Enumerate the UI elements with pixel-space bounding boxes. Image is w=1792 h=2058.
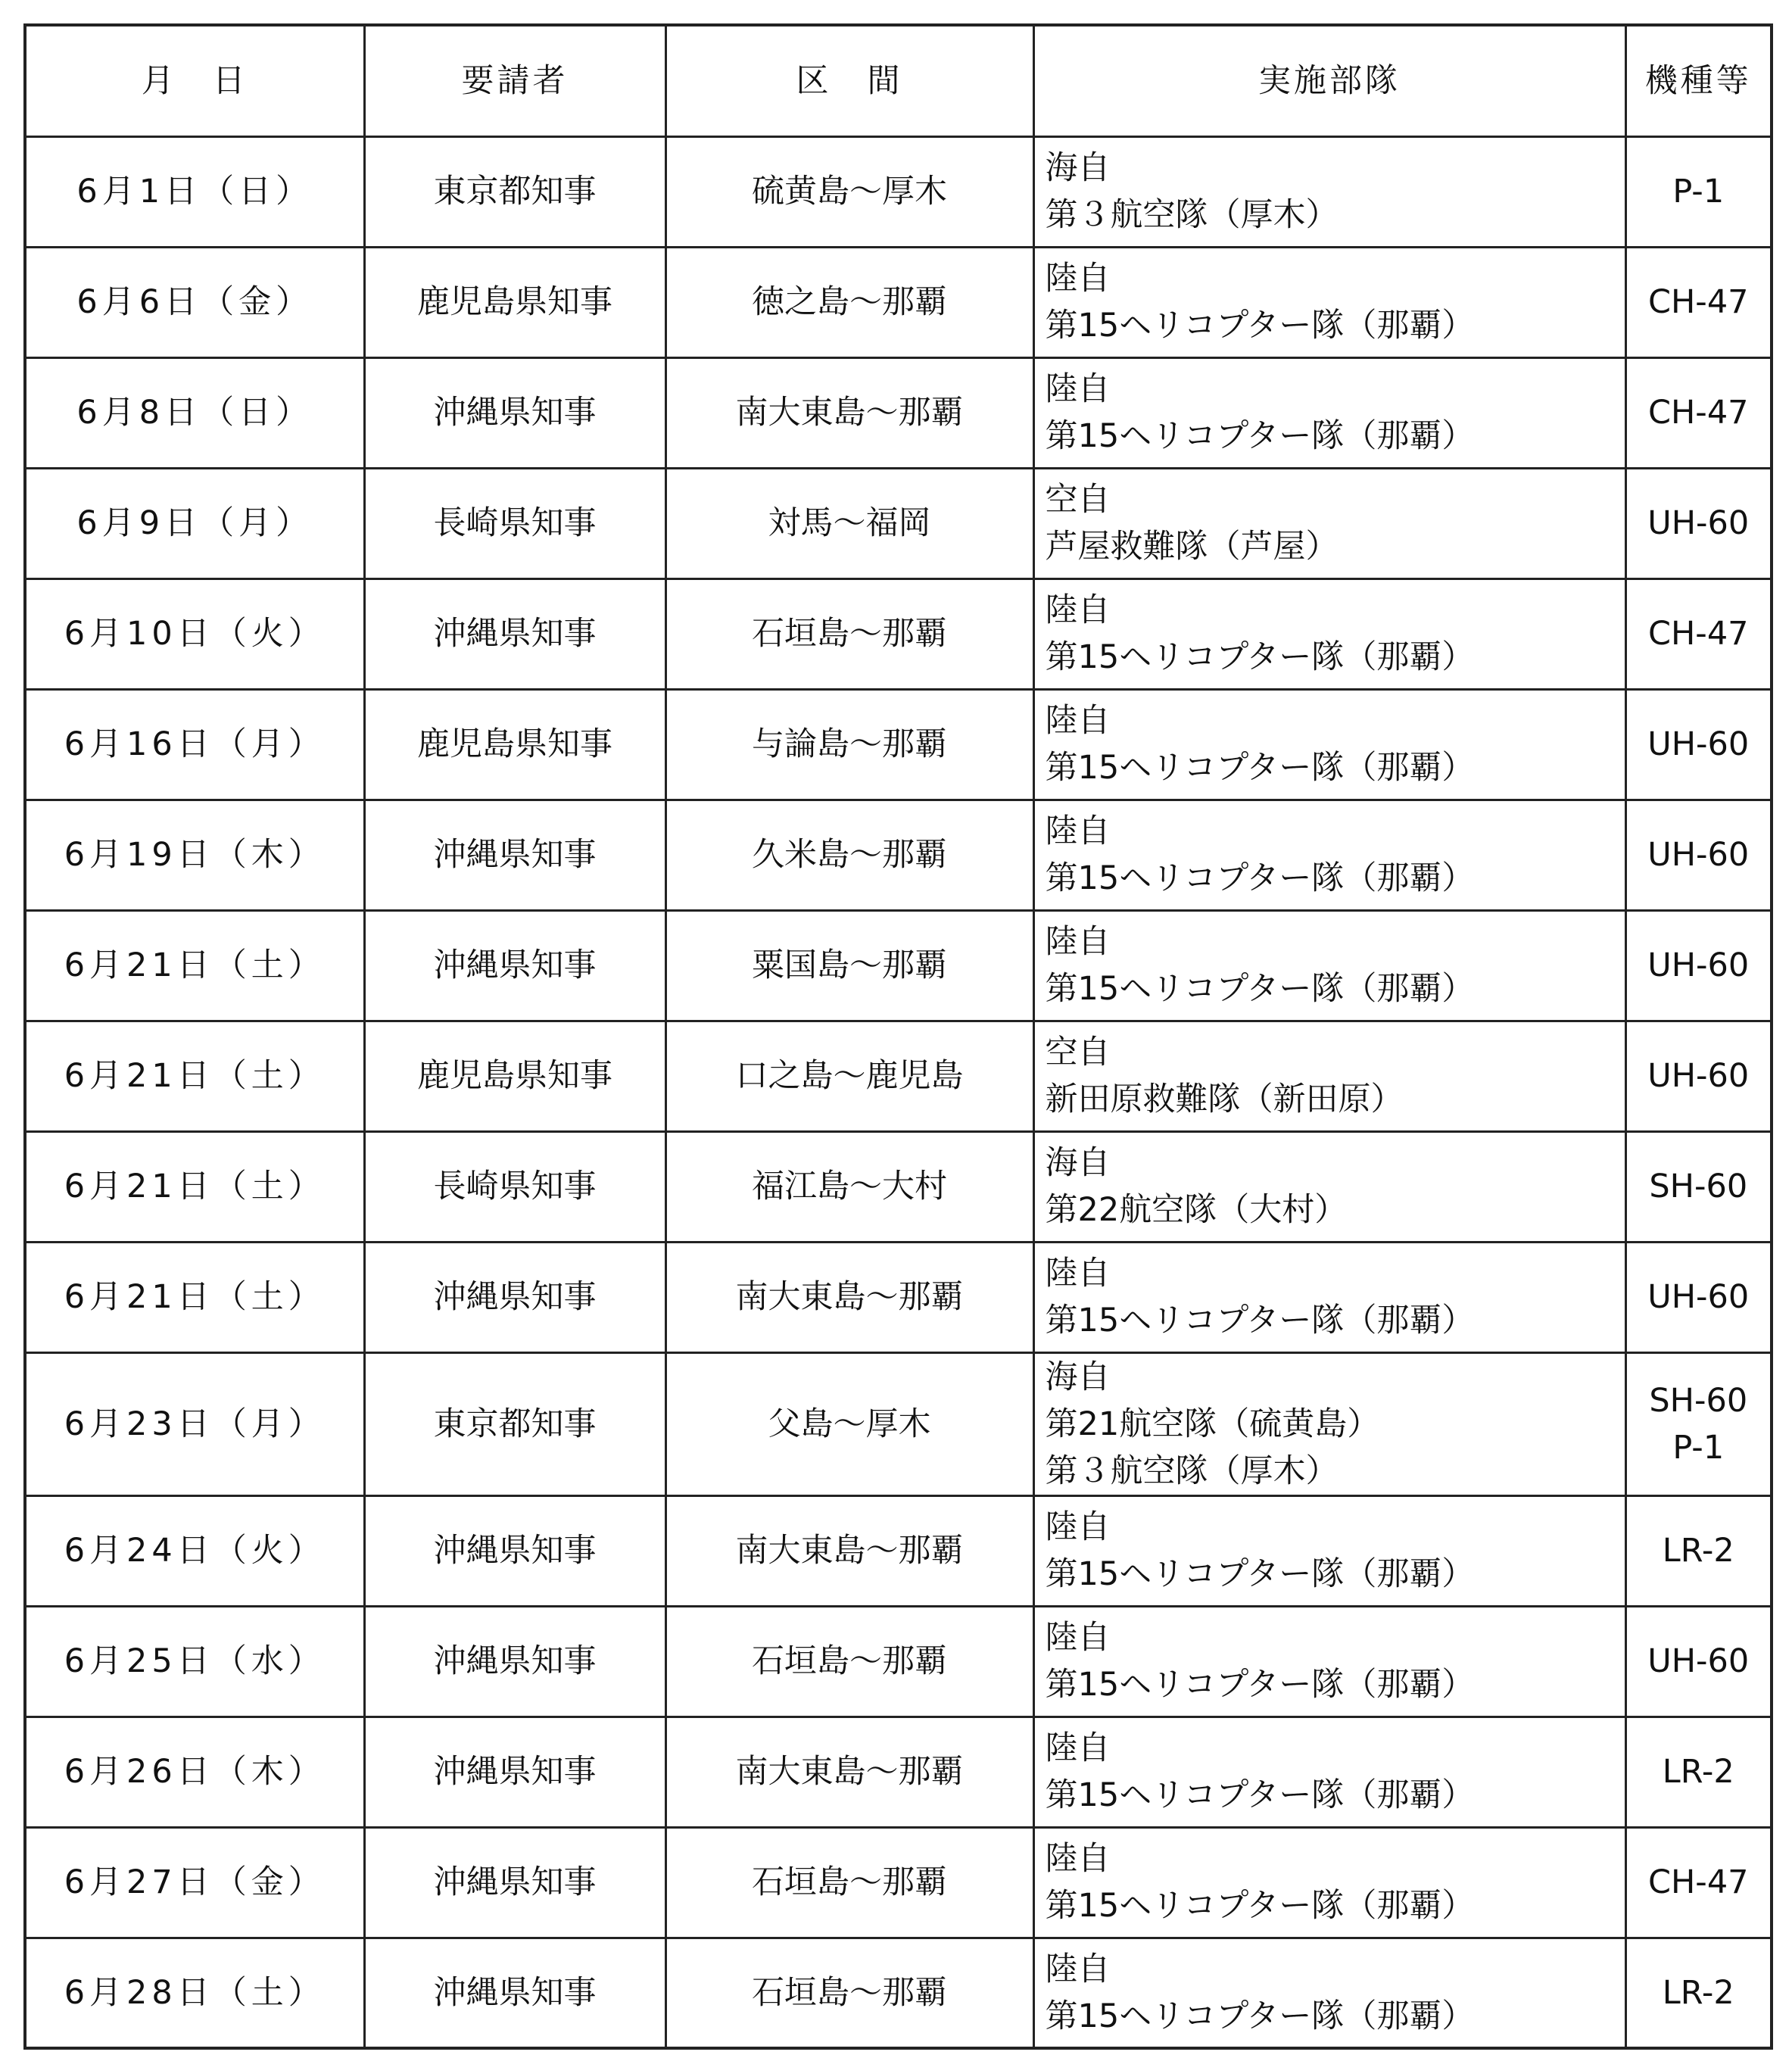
cell-route: 南大東島～那覇	[665, 357, 1033, 468]
cell-requester: 沖縄県知事	[364, 1827, 665, 1938]
aircraft-line: UH-60	[1647, 1278, 1750, 1316]
cell-route: 福江島～大村	[665, 1131, 1033, 1242]
cell-route: 久米島～那覇	[665, 800, 1033, 910]
cell-date: 6月24日（火）	[25, 1495, 364, 1606]
unit-line: 空自	[1045, 481, 1111, 519]
unit-line: 第３航空隊（厚木）	[1045, 196, 1339, 234]
cell-requester: 沖縄県知事	[364, 800, 665, 910]
aircraft-line: CH-47	[1647, 394, 1749, 432]
cell-requester: 長崎県知事	[364, 1131, 665, 1242]
cell-aircraft	[1625, 1938, 1772, 2048]
cell-route: 与論島～那覇	[665, 689, 1033, 800]
unit-line: 陸自	[1045, 1729, 1111, 1767]
cell-date: 6月28日（土）	[25, 1938, 364, 2048]
aircraft-line: UH-60	[1647, 1057, 1750, 1095]
cell-unit	[1033, 1021, 1625, 1131]
cell-requester: 長崎県知事	[364, 468, 665, 578]
unit-line: 陸自	[1045, 591, 1111, 629]
cell-date: 6月21日（土）	[25, 910, 364, 1021]
aircraft-line: P-1	[1672, 1428, 1725, 1467]
table-row	[25, 1938, 1772, 2048]
cell-date: 6月21日（土）	[25, 1242, 364, 1352]
cell-aircraft	[1625, 136, 1772, 247]
cell-aircraft	[1625, 468, 1772, 578]
aircraft-line: LR-2	[1662, 1753, 1734, 1791]
cell-requester: 沖縄県知事	[364, 1242, 665, 1352]
cell-aircraft	[1625, 689, 1772, 800]
cell-date: 6月23日（月）	[25, 1352, 364, 1495]
unit-line: 陸自	[1045, 812, 1111, 850]
aircraft-line: LR-2	[1662, 1532, 1734, 1570]
unit-line: 海自	[1045, 1358, 1111, 1396]
cell-date: 6月21日（土）	[25, 1131, 364, 1242]
unit-line: 第３航空隊（厚木）	[1045, 1452, 1339, 1490]
cell-route: 南大東島～那覇	[665, 1495, 1033, 1606]
cell-unit	[1033, 1242, 1625, 1352]
cell-date: 6月8日（日）	[25, 357, 364, 468]
unit-line: 第15ヘリコプター隊（那覇）	[1045, 1666, 1475, 1704]
cell-aircraft	[1625, 247, 1772, 357]
cell-unit	[1033, 800, 1625, 910]
header-row	[25, 25, 1772, 136]
unit-line: 第15ヘリコプター隊（那覇）	[1045, 1997, 1475, 2035]
cell-unit	[1033, 578, 1625, 689]
cell-requester: 鹿児島県知事	[364, 247, 665, 357]
unit-line: 第15ヘリコプター隊（那覇）	[1045, 1887, 1475, 1925]
aircraft-line: UH-60	[1647, 836, 1750, 874]
cell-date: 6月16日（月）	[25, 689, 364, 800]
table-row	[25, 578, 1772, 689]
cell-requester: 沖縄県知事	[364, 1495, 665, 1606]
cell-unit	[1033, 1938, 1625, 2048]
cell-aircraft	[1625, 800, 1772, 910]
cell-requester: 沖縄県知事	[364, 1606, 665, 1717]
cell-date: 6月1日（日）	[25, 136, 364, 247]
unit-line: 芦屋救難隊（芦屋）	[1045, 528, 1339, 566]
table-row	[25, 910, 1772, 1021]
cell-date: 6月9日（月）	[25, 468, 364, 578]
aircraft-line: LR-2	[1662, 1973, 1734, 2012]
cell-requester: 沖縄県知事	[364, 910, 665, 1021]
header-unit: 実施部隊	[1033, 25, 1625, 136]
cell-requester: 沖縄県知事	[364, 578, 665, 689]
unit-line: 空自	[1045, 1034, 1111, 1071]
aircraft-line: UH-60	[1647, 725, 1750, 763]
dispatch-table	[23, 23, 1773, 2050]
cell-route: 石垣島～那覇	[665, 578, 1033, 689]
cell-aircraft	[1625, 1717, 1772, 1827]
cell-requester: 沖縄県知事	[364, 1938, 665, 2048]
unit-line: 海自	[1045, 149, 1111, 187]
aircraft-line: CH-47	[1647, 1863, 1749, 1901]
unit-line: 陸自	[1045, 1950, 1111, 1988]
table-row	[25, 689, 1772, 800]
cell-requester: 鹿児島県知事	[364, 689, 665, 800]
cell-date: 6月27日（金）	[25, 1827, 364, 1938]
cell-route: 石垣島～那覇	[665, 1938, 1033, 2048]
unit-line: 陸自	[1045, 260, 1111, 298]
aircraft-line: P-1	[1672, 173, 1725, 210]
table-row	[25, 1021, 1772, 1131]
cell-aircraft	[1625, 910, 1772, 1021]
cell-route: 南大東島～那覇	[665, 1242, 1033, 1352]
aircraft-line: CH-47	[1647, 283, 1749, 321]
table-row	[25, 468, 1772, 578]
cell-requester: 鹿児島県知事	[364, 1021, 665, 1131]
unit-line: 新田原救難隊（新田原）	[1045, 1080, 1404, 1118]
aircraft-line: SH-60	[1649, 1381, 1748, 1420]
aircraft-line: UH-60	[1647, 504, 1750, 542]
table-row	[25, 1242, 1772, 1352]
unit-line: 海自	[1045, 1144, 1111, 1182]
cell-aircraft	[1625, 1021, 1772, 1131]
cell-unit	[1033, 1717, 1625, 1827]
cell-aircraft	[1625, 578, 1772, 689]
cell-unit	[1033, 468, 1625, 578]
header-date: 月 日	[25, 25, 364, 136]
unit-line: 第15ヘリコプター隊（那覇）	[1045, 638, 1475, 676]
unit-line: 第15ヘリコプター隊（那覇）	[1045, 417, 1475, 455]
cell-date: 6月6日（金）	[25, 247, 364, 357]
cell-unit	[1033, 136, 1625, 247]
cell-date: 6月26日（木）	[25, 1717, 364, 1827]
header-aircraft: 機種等	[1625, 25, 1772, 136]
unit-line: 陸自	[1045, 1619, 1111, 1657]
table-body	[25, 136, 1772, 2048]
cell-aircraft	[1625, 1242, 1772, 1352]
unit-line: 陸自	[1045, 1255, 1111, 1292]
cell-aircraft	[1625, 1827, 1772, 1938]
cell-route: 徳之島～那覇	[665, 247, 1033, 357]
header-route: 区 間	[665, 25, 1033, 136]
aircraft-line: UH-60	[1647, 1642, 1750, 1680]
cell-unit	[1033, 910, 1625, 1021]
unit-line: 第15ヘリコプター隊（那覇）	[1045, 749, 1475, 787]
table-row	[25, 247, 1772, 357]
cell-aircraft	[1625, 1495, 1772, 1606]
unit-line: 陸自	[1045, 370, 1111, 408]
cell-route: 口之島～鹿児島	[665, 1021, 1033, 1131]
cell-unit	[1033, 1131, 1625, 1242]
cell-aircraft	[1625, 1131, 1772, 1242]
table-row	[25, 1352, 1772, 1495]
unit-line: 第15ヘリコプター隊（那覇）	[1045, 1555, 1475, 1593]
cell-unit	[1033, 689, 1625, 800]
cell-requester: 東京都知事	[364, 136, 665, 247]
cell-route: 粟国島～那覇	[665, 910, 1033, 1021]
unit-line: 第21航空隊（硫黄島）	[1045, 1405, 1380, 1443]
header-requester: 要請者	[364, 25, 665, 136]
table-row	[25, 1495, 1772, 1606]
aircraft-line: UH-60	[1647, 946, 1750, 984]
cell-date: 6月21日（土）	[25, 1021, 364, 1131]
unit-line: 第15ヘリコプター隊（那覇）	[1045, 307, 1475, 345]
cell-requester: 沖縄県知事	[364, 357, 665, 468]
cell-date: 6月25日（水）	[25, 1606, 364, 1717]
cell-unit	[1033, 1495, 1625, 1606]
table-row	[25, 136, 1772, 247]
cell-route: 対馬～福岡	[665, 468, 1033, 578]
cell-requester: 沖縄県知事	[364, 1717, 665, 1827]
cell-unit	[1033, 247, 1625, 357]
cell-route: 石垣島～那覇	[665, 1606, 1033, 1717]
cell-route: 父島～厚木	[665, 1352, 1033, 1495]
cell-aircraft	[1625, 1606, 1772, 1717]
table-row	[25, 1717, 1772, 1827]
aircraft-line: CH-47	[1647, 615, 1749, 653]
cell-unit	[1033, 1606, 1625, 1717]
cell-unit	[1033, 1827, 1625, 1938]
table-row	[25, 1131, 1772, 1242]
unit-line: 陸自	[1045, 1840, 1111, 1878]
unit-line: 第15ヘリコプター隊（那覇）	[1045, 1302, 1475, 1339]
unit-line: 陸自	[1045, 923, 1111, 961]
cell-date: 6月19日（木）	[25, 800, 364, 910]
table-row	[25, 1827, 1772, 1938]
cell-aircraft	[1625, 357, 1772, 468]
unit-line: 第22航空隊（大村）	[1045, 1191, 1348, 1229]
table-row	[25, 800, 1772, 910]
cell-requester: 東京都知事	[364, 1352, 665, 1495]
table-row	[25, 1606, 1772, 1717]
cell-route: 南大東島～那覇	[665, 1717, 1033, 1827]
unit-line: 陸自	[1045, 702, 1111, 740]
cell-route: 硫黄島～厚木	[665, 136, 1033, 247]
cell-aircraft	[1625, 1352, 1772, 1495]
unit-line: 第15ヘリコプター隊（那覇）	[1045, 859, 1475, 897]
cell-date: 6月10日（火）	[25, 578, 364, 689]
cell-unit	[1033, 357, 1625, 468]
aircraft-line: SH-60	[1649, 1168, 1748, 1205]
cell-route: 石垣島～那覇	[665, 1827, 1033, 1938]
unit-line: 陸自	[1045, 1508, 1111, 1546]
table-row	[25, 357, 1772, 468]
unit-line: 第15ヘリコプター隊（那覇）	[1045, 1776, 1475, 1814]
unit-line: 第15ヘリコプター隊（那覇）	[1045, 970, 1475, 1008]
cell-unit	[1033, 1352, 1625, 1495]
